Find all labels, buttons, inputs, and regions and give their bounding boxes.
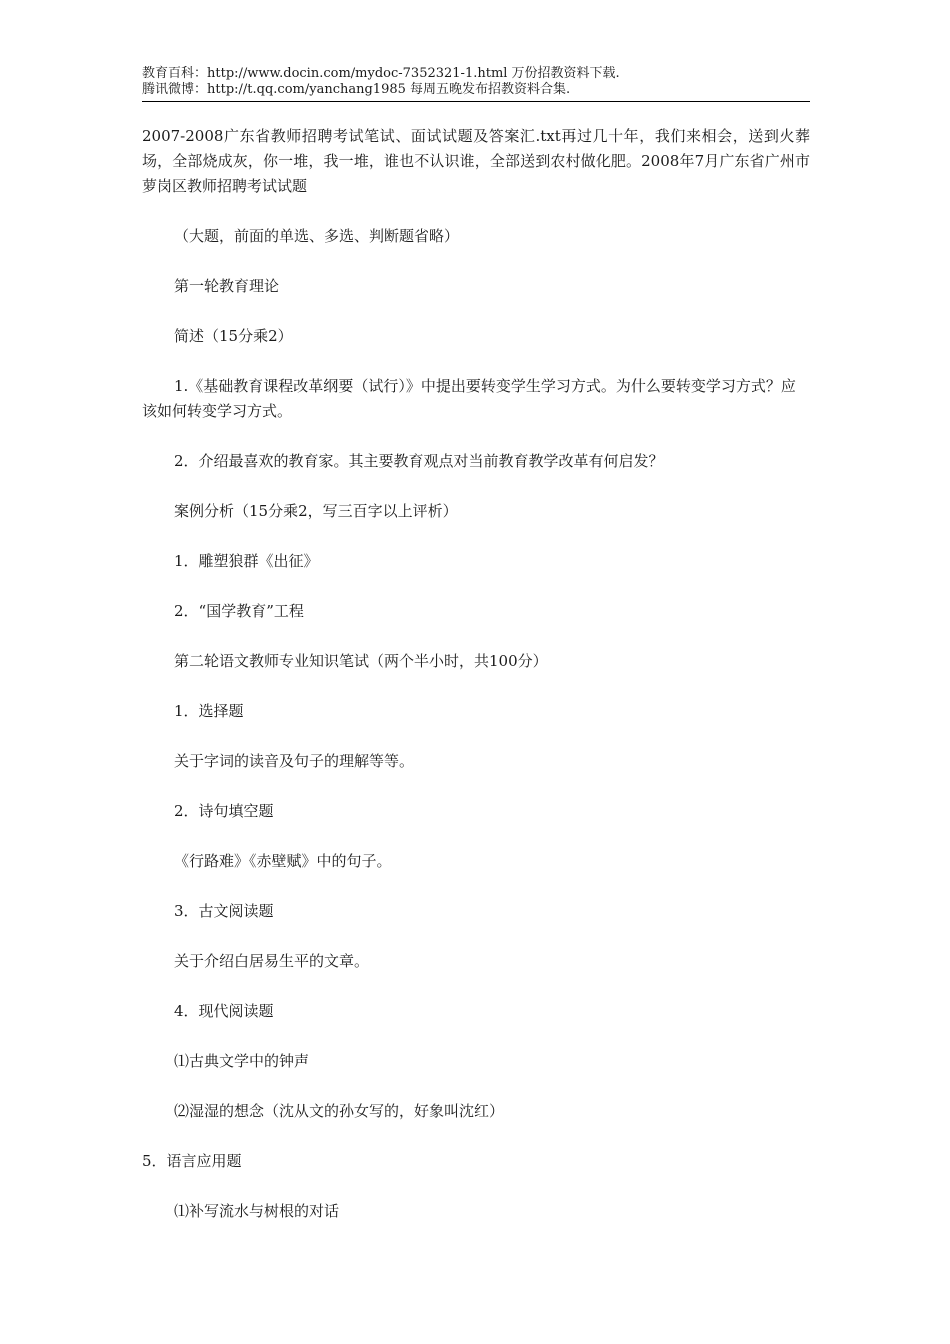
header-divider (142, 101, 810, 102)
section-heading-round1: 第一轮教育理论 (174, 277, 280, 295)
item-fill-blank-desc: 《行路难》《赤壁赋》中的句子。 (174, 852, 392, 870)
page-header (142, 66, 810, 98)
subheading-short-answer: 简述（15分乘2） (174, 327, 293, 345)
header-line-weibo: 腾讯微博：http://t.qq.com/yanchang1985 每周五晚发布招教资料合集. (142, 82, 571, 97)
item-language-use-1: ⑴补写流水与树根的对话 (174, 1202, 340, 1220)
question-1: 1.《基础教育课程改革纲要（试行）》中提出要转变学生学习方式。为什么要转变学习方式？应该如何转变学习方式。 (142, 377, 796, 420)
item-fill-blank: 2．诗句填空题 (174, 802, 274, 820)
header-line-docin: 教育百科：http://www.docin.com/mydoc-7352321-1.html 万份招教资料下载. (142, 66, 620, 81)
subheading-case-analysis: 案例分析（15分乘2，写三百字以上评析） (174, 502, 458, 520)
item-classical-reading-desc: 关于介绍白居易生平的文章。 (174, 952, 370, 970)
case-1: 1．雕塑狼群《出征》 (174, 552, 319, 570)
intro-paragraph: 2007-2008广东省教师招聘考试笔试、面试试题及答案汇.txt再过几十年，我们来相会，送到火葬场，全部烧成灰，你一堆，我一堆，谁也不认识谁，全部送到农村做化肥。2008年7月广东省广州市萝岗区教师招聘考试试题 (142, 127, 810, 195)
item-modern-reading: 4．现代阅读题 (174, 1002, 274, 1020)
paragraph-note: （大题，前面的单选、多选、判断题省略） (174, 227, 460, 245)
item-choice: 1．选择题 (174, 702, 244, 720)
item-choice-desc: 关于字词的读音及句子的理解等等。 (174, 752, 415, 770)
item-modern-reading-1: ⑴古典文学中的钟声 (174, 1052, 310, 1070)
item-language-use: 5．语言应用题 (142, 1152, 242, 1170)
case-2: 2．“国学教育”工程 (174, 602, 304, 620)
document-body (142, 124, 810, 199)
item-classical-reading: 3．古文阅读题 (174, 902, 274, 920)
item-modern-reading-2: ⑵湿湿的想念（沈从文的孙女写的，好象叫沈红） (174, 1102, 505, 1120)
section-heading-round2: 第二轮语文教师专业知识笔试（两个半小时，共100分） (174, 652, 548, 670)
question-2: 2．介绍最喜欢的教育家。其主要教育观点对当前教育教学改革有何启发？ (174, 452, 664, 470)
